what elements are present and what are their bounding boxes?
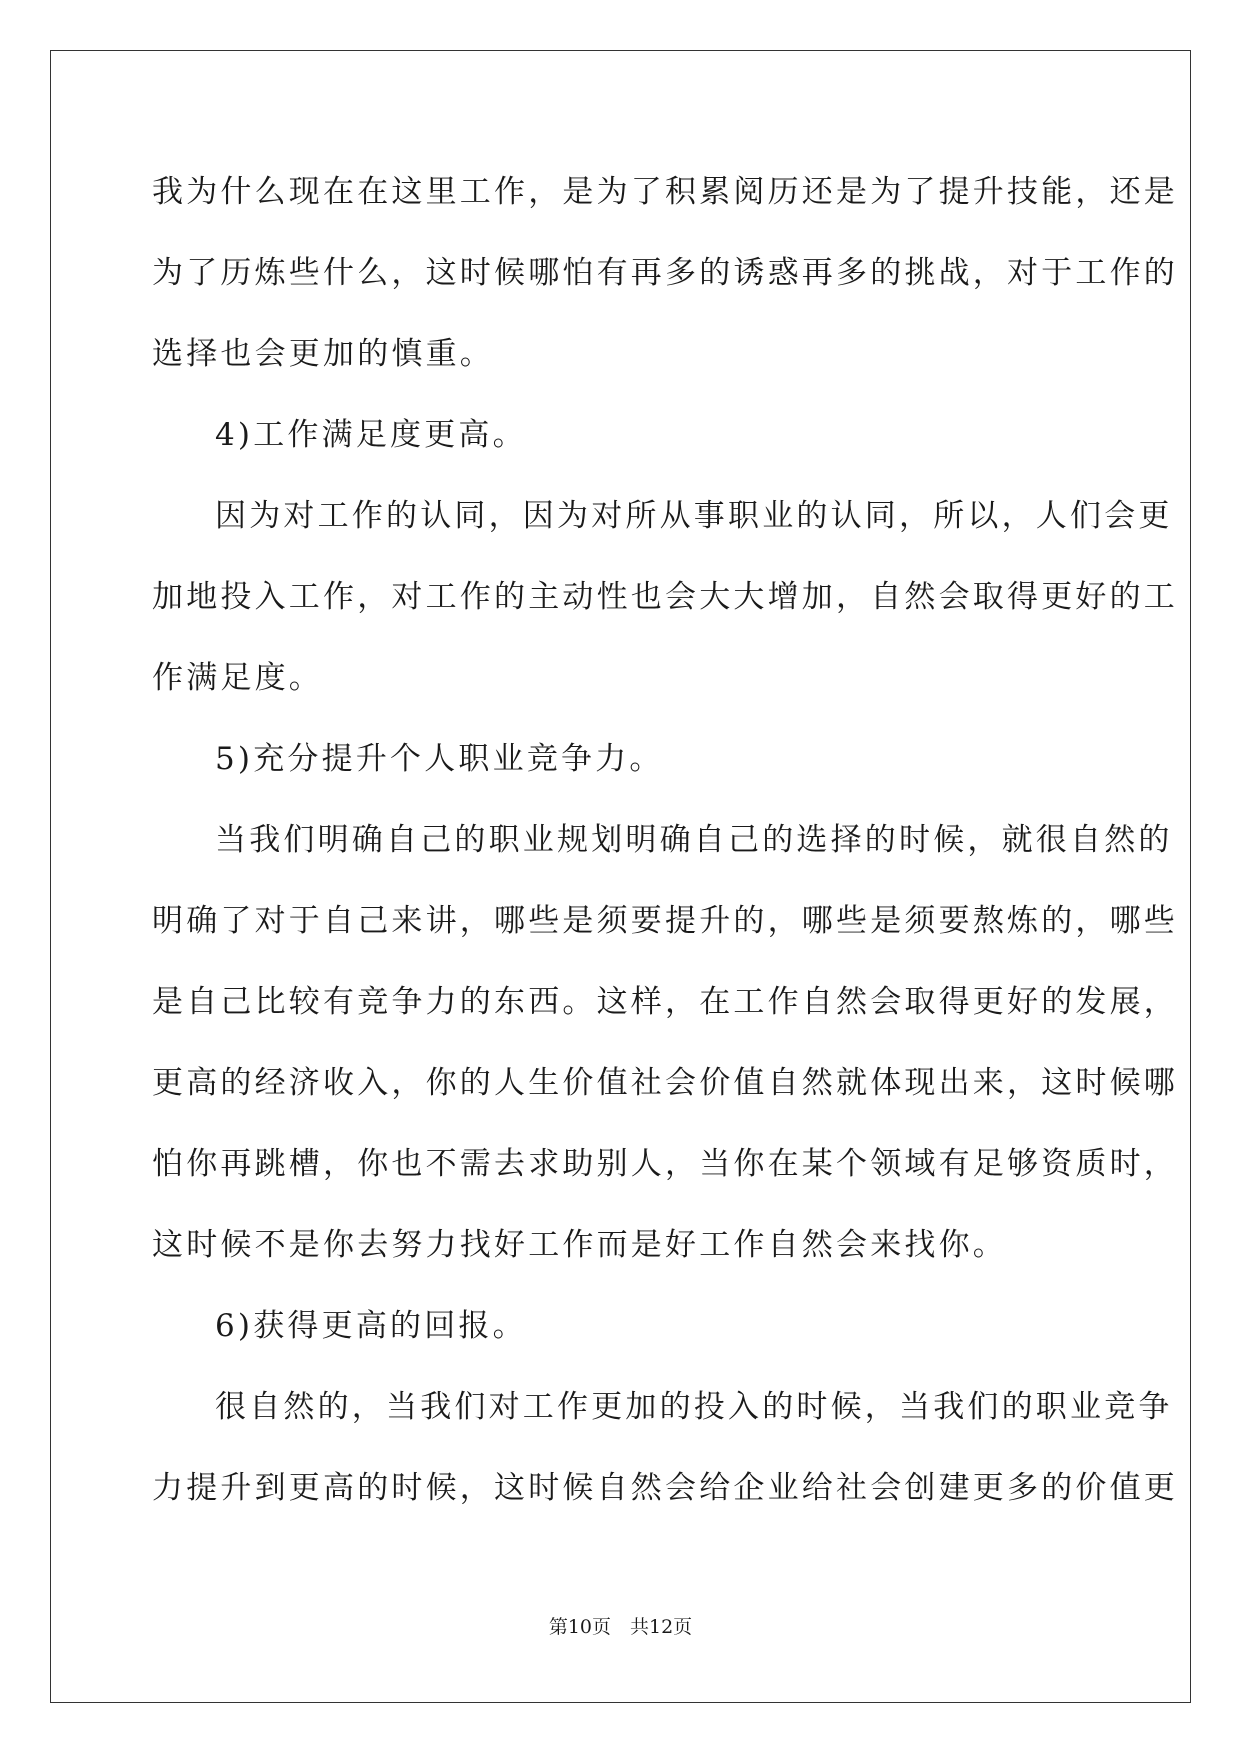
text-line-13: 怕你再跳槽，你也不需去求助别人，当你在某个领域有足够资质时， — [152, 1146, 1178, 1182]
text-line-14: 这时候不是你去努力找好工作而是好工作自然会来找你。 — [152, 1227, 1007, 1263]
page-number: 第10页 共12页 — [548, 1616, 693, 1638]
text-line-2: 为了历炼些什么，这时候哪怕有再多的诱惑再多的挑战，对于工作的 — [152, 255, 1178, 291]
text-line-10: 明确了对于自己来讲，哪些是须要提升的，哪些是须要熬炼的，哪些 — [152, 903, 1178, 939]
text-line-11: 是自己比较有竞争力的东西。这样，在工作自然会取得更好的发展， — [152, 984, 1178, 1020]
section-heading-5: 5)充分提升个人职业竞争力。 — [215, 741, 664, 777]
text-line-5: 因为对工作的认同，因为对所从事职业的认同，所以，人们会更 — [215, 498, 1173, 534]
text-line-7: 作满足度。 — [152, 660, 323, 696]
text-line-6: 加地投入工作，对工作的主动性也会大大增加，自然会取得更好的工 — [152, 579, 1178, 615]
document-body — [152, 162, 1178, 1539]
section-heading-4: 4)工作满足度更高。 — [215, 417, 527, 453]
text-line-3: 选择也会更加的慎重。 — [152, 336, 494, 372]
text-line-9: 当我们明确自己的职业规划明确自己的选择的时候，就很自然的 — [215, 822, 1173, 858]
text-line-1: 我为什么现在在这里工作，是为了积累阅历还是为了提升技能，还是 — [152, 174, 1178, 210]
text-line-17: 力提升到更高的时候，这时候自然会给企业给社会创建更多的价值更 — [152, 1470, 1178, 1506]
text-line-16: 很自然的，当我们对工作更加的投入的时候，当我们的职业竞争 — [215, 1389, 1173, 1425]
section-heading-6: 6)获得更高的回报。 — [215, 1308, 527, 1344]
text-line-12: 更高的经济收入，你的人生价值社会价值自然就体现出来，这时候哪 — [152, 1065, 1178, 1101]
